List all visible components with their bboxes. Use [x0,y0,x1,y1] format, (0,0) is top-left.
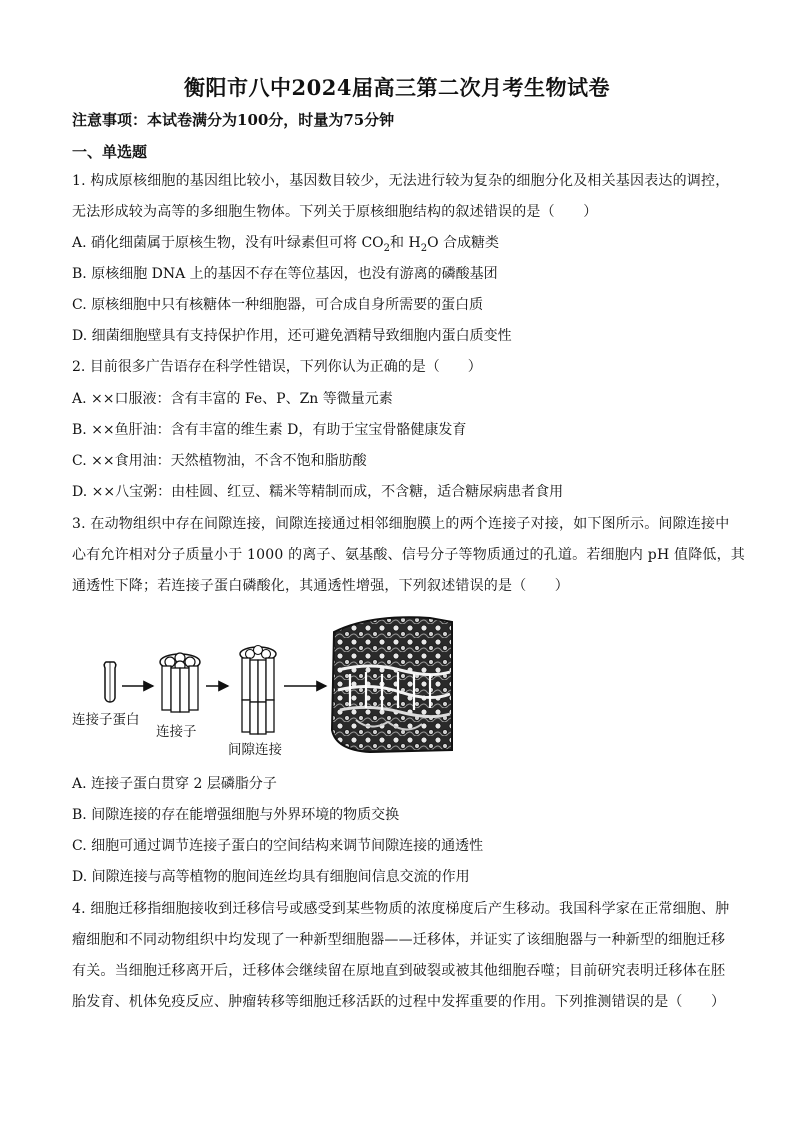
figure-label-connexon: 连接子 [156,724,197,740]
figure-label-connexin: 连接子蛋白 [72,712,140,728]
q2-stem: 2. 目前很多广告语存在科学性错误，下列你认为正确的是（ ） [72,359,482,375]
exam-note: 注意事项：本试卷满分为100分，时量为75分钟 [72,111,395,129]
q1-option-c: C. 原核细胞中只有核糖体一种细胞器，可合成自身所需要的蛋白质 [72,297,484,313]
q1-stem-line2: 无法形成较为高等的多细胞生物体。下列关于原核细胞结构的叙述错误的是（ ） [72,204,598,220]
q2-option-c: C. ××食用油：天然植物油，不含不饱和脂肪酸 [72,453,367,469]
q3-stem-line3: 通透性下降；若连接子蛋白磷酸化，其通透性增强，下列叙述错误的是（ ） [72,578,569,594]
q2-option-b: B. ××鱼肝油：含有丰富的维生素 D，有助于宝宝骨骼健康发育 [72,422,467,438]
q1-option-a: A. 硝化细菌属于原核生物，没有叶绿素但可将 $CO_2$和 $H_2O$ 合成糖类 [72,235,500,254]
connexon-icon [160,653,200,712]
q2-option-d: D. ××八宝粥：由桂圆、红豆、糯米等精制而成，不含糖，适合糖尿病患者食用 [72,484,564,500]
q1-stem-line1: 1. 构成原核细胞的基因组比较小，基因数目较少，无法进行较为复杂的细胞分化及相关基因表达的调控， [72,173,730,189]
membrane-block-illustration [332,617,452,752]
section-heading: 一、单选题 [72,143,148,161]
q3-stem-line2: 心有允许相对分子质量小于 1000 的离子、氨基酸、信号分子等物质通过的孔道。若细胞内 pH 值降低，其 [72,547,745,563]
q4-stem-line2: 瘤细胞和不同动物组织中均发现了一种新型细胞器——迁移体，并证实了该细胞器与一种新型的细胞迁移 [72,932,726,948]
q3-option-b: B. 间隙连接的存在能增强细胞与外界环境的物质交换 [72,807,400,823]
q3-stem-line1: 3. 在动物组织中存在间隙连接，间隙连接通过相邻细胞膜上的两个连接子对接，如下图所示。间隙连接中 [72,516,730,532]
figure-label-gap-junction: 间隙连接 [228,742,282,758]
q4-stem-line1: 4. 细胞迁移指细胞接收到迁移信号或感受到某些物质的浓度梯度后产生移动。我国科学家在正常细胞、肿 [72,901,730,917]
q4-stem-line3: 有关。当细胞迁移离开后，迁移体会继续留在原地直到破裂或被其他细胞吞噬；目前研究表明迁移体在胚 [72,963,726,979]
q1-option-b: B. 原核细胞 DNA 上的基因不存在等位基因，也没有游离的磷酸基团 [72,266,498,282]
q3-option-a: A. 连接子蛋白贯穿 2 层磷脂分子 [72,776,277,792]
q3-option-d: D. 间隙连接与高等植物的胞间连丝均具有细胞间信息交流的作用 [72,869,470,885]
q2-option-a: A. ××口服液：含有丰富的 Fe、P、Zn 等微量元素 [72,391,393,407]
q4-stem-line4: 胎发育、机体免疫反应、肿瘤转移等细胞迁移活跃的过程中发挥重要的作用。下列推测错误的是（ ） [72,994,726,1010]
gap-junction-figure [70,610,460,760]
connexin-protein-icon [104,662,116,702]
page-title: 衡阳市八中2024届高三第二次月考生物试卷 [184,75,610,100]
gap-junction-icon [240,646,276,735]
q1-option-d: D. 细菌细胞壁具有支持保护作用，还可避免酒精导致细胞内蛋白质变性 [72,328,512,344]
q3-option-c: C. 细胞可通过调节连接子蛋白的空间结构来调节间隙连接的通透性 [72,838,484,854]
